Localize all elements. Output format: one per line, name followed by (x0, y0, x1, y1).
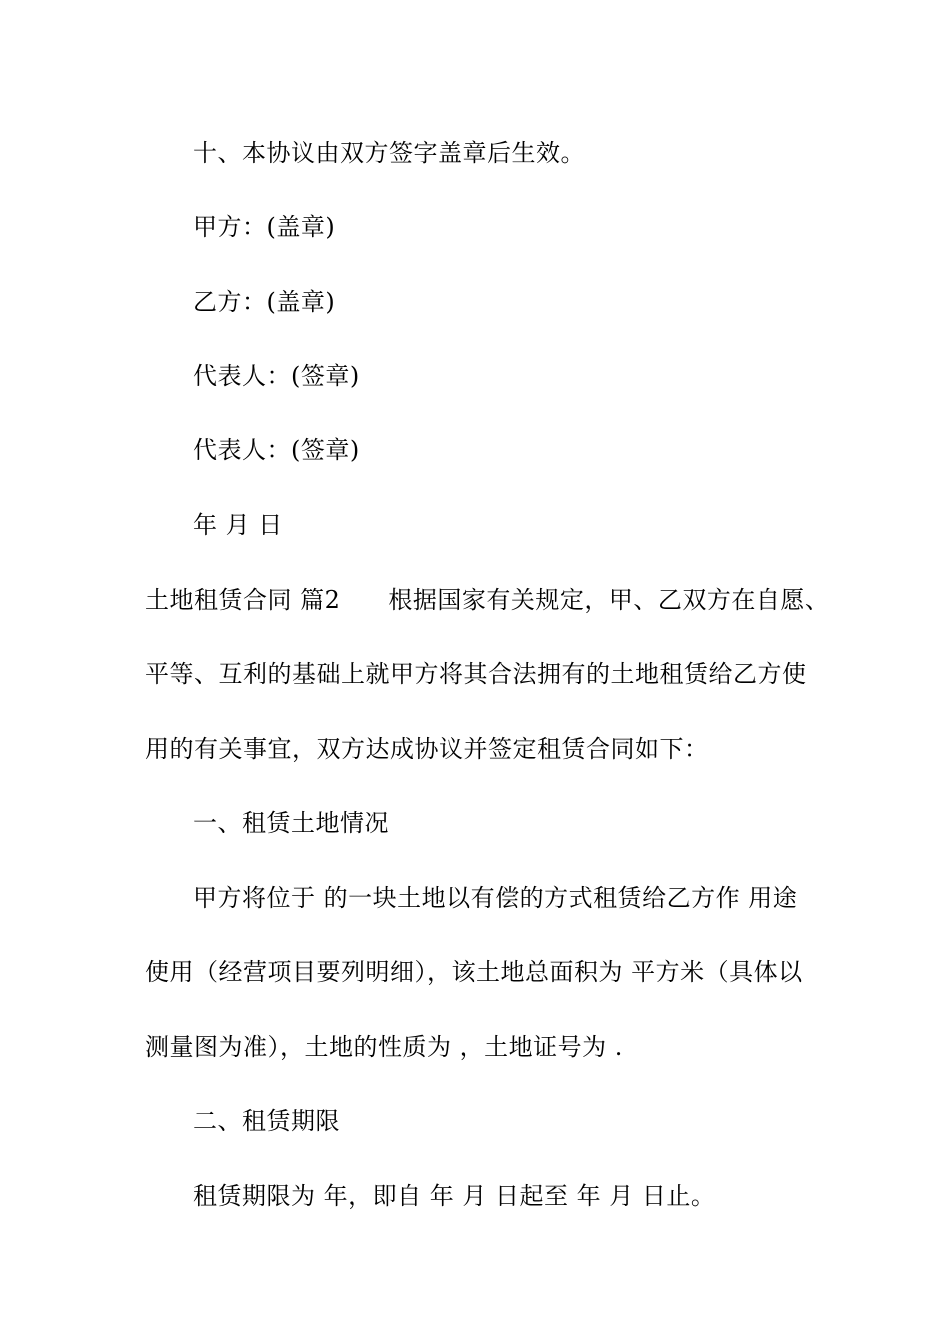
party-b-seal: 乙方：(盖章) (193, 288, 336, 316)
paragraph-line: 租赁期限为 年，即自 年 月 日起至 年 月 日止。 (193, 1182, 716, 1210)
clause-ten: 十、本协议由双方签字盖章后生效。 (193, 139, 585, 167)
paragraph-line: 使用（经营项目要列明细），该土地总面积为 平方米（具体以 (145, 958, 803, 986)
representative-signature-b: 代表人：(签章) (193, 436, 360, 464)
date-line: 年 月 日 (193, 511, 283, 539)
article-one-heading: 一、租赁土地情况 (193, 809, 389, 837)
representative-signature-a: 代表人：(签章) (193, 362, 360, 390)
paragraph-line: 甲方将位于 的一块土地以有偿的方式租赁给乙方作 用途 (193, 884, 798, 912)
section-heading-line (145, 584, 829, 616)
article-two-heading: 二、租赁期限 (193, 1107, 340, 1135)
paragraph-line: 平等、互利的基础上就甲方将其合法拥有的土地租赁给乙方使 (145, 660, 807, 688)
section-intro-text: 根据国家有关规定，甲、乙双方在自愿、 (388, 586, 830, 614)
paragraph-line: 测量图为准），土地的性质为 ，土地证号为 . (145, 1033, 623, 1061)
paragraph-line: 用的有关事宜，双方达成协议并签定租赁合同如下： (145, 735, 709, 763)
party-a-seal: 甲方：(盖章) (193, 213, 336, 241)
section-title: 土地租赁合同 篇2 (145, 586, 341, 614)
